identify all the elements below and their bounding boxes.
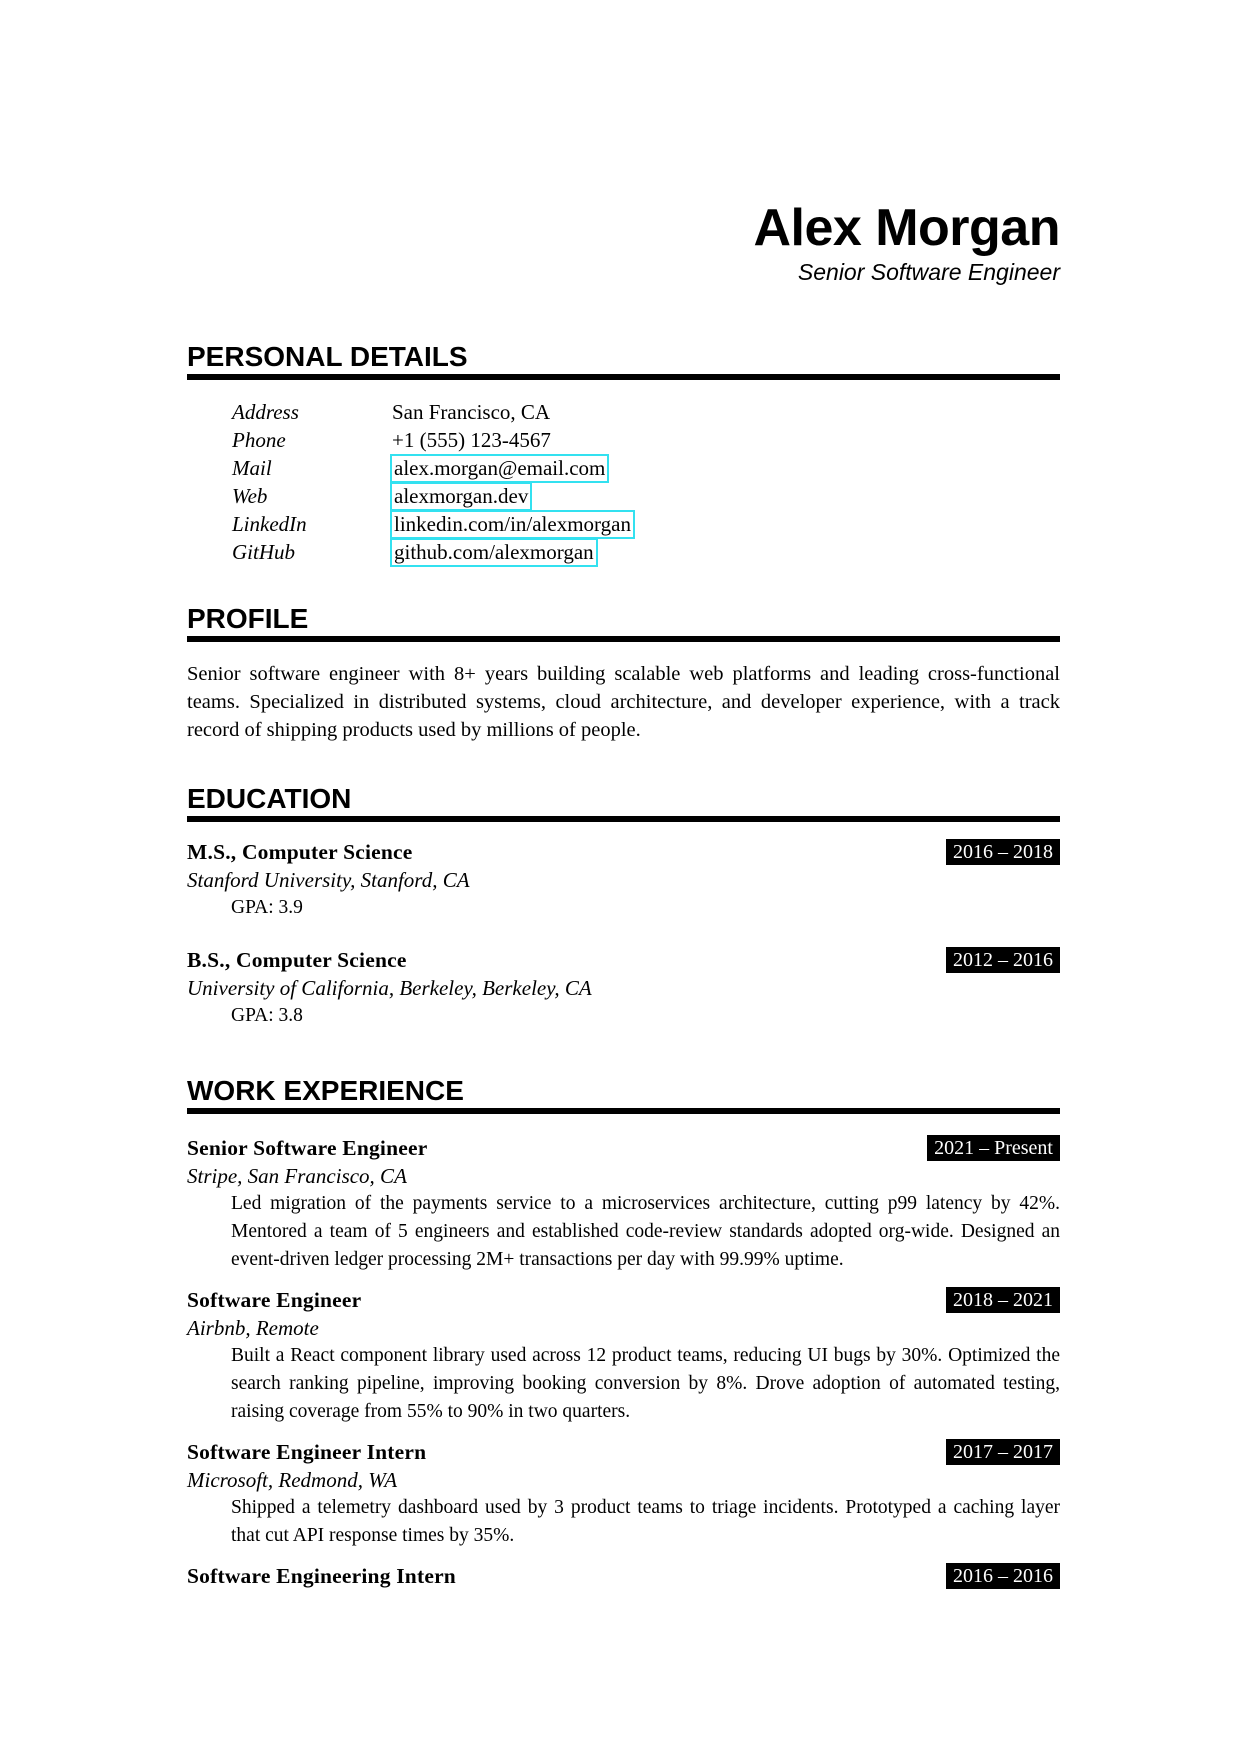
degree-title: B.S., Computer Science [187,947,407,972]
email-link[interactable]: alex.morgan@email.com [394,455,606,480]
detail-row-linkedin [232,510,1060,538]
section-divider [187,816,1060,822]
personal-details-section [187,342,1060,566]
section-divider [187,1108,1060,1114]
work-entry [187,1562,1060,1590]
entry-header [187,1438,1060,1466]
work-entry [187,1134,1060,1274]
detail-row-address [232,398,1060,426]
education-entry [187,946,1060,1030]
work-entry [187,1438,1060,1550]
entry-header [187,1562,1060,1590]
work-experience-section [187,1076,1060,1590]
detail-value: +1 (555) 123-4567 [392,427,551,452]
school-name: Stanford University, Stanford, CA [187,868,470,892]
website-link[interactable]: alexmorgan.dev [394,483,529,508]
detail-key: Address [232,399,299,424]
entry-header [187,838,1060,866]
entry-header [187,1134,1060,1162]
resume-header [753,200,1060,286]
gpa: GPA: 3.9 [231,897,303,918]
entry-header [187,1286,1060,1314]
date-badge: 2021 – Present [927,1135,1060,1161]
detail-row-github [232,538,1060,566]
section-heading: WORK EXPERIENCE [187,1075,464,1106]
school-name: University of California, Berkeley, Berkeley, CA [187,976,592,1000]
education-entry [187,838,1060,922]
date-badge: 2016 – 2018 [946,839,1060,865]
section-heading: PROFILE [187,603,309,634]
detail-key: LinkedIn [232,511,307,536]
github-link[interactable]: github.com/alexmorgan [394,539,594,564]
section-divider [187,636,1060,642]
date-badge: 2016 – 2016 [946,1563,1060,1589]
section-heading: EDUCATION [187,783,352,814]
job-role: Software Engineering Intern [187,1563,456,1588]
detail-row-web [232,482,1060,510]
job-description: Led migration of the payments service to a microservices architecture, cutting p99 latency by 42%. Mentored a team of 5 engineers and established code-review standards adopted org-wide. Designed an event-driven ledger processing 2M+ transactions per day with 99.99% uptime. [231,1193,1060,1270]
candidate-name: Alex Morgan [753,199,1060,257]
profile-summary: Senior software engineer with 8+ years building scalable web platforms and leading cross-functional teams. Specialized in distributed systems, cloud architecture, and developer experience, with a track record of shipping products used by millions of people. [187,663,1060,741]
detail-key: Phone [232,427,286,452]
company-name: Stripe, San Francisco, CA [187,1164,407,1188]
education-section [187,784,1060,1030]
company-name: Microsoft, Redmond, WA [187,1468,398,1492]
gpa: GPA: 3.8 [231,1005,303,1026]
details-table [232,398,1060,566]
date-badge: 2018 – 2021 [946,1287,1060,1313]
detail-key: GitHub [232,539,295,564]
work-entry [187,1286,1060,1426]
company-name: Airbnb, Remote [187,1316,319,1340]
detail-key: Web [232,483,268,508]
detail-key: Mail [232,455,272,480]
detail-value: San Francisco, CA [392,399,551,424]
profile-section [187,604,1060,744]
linkedin-link[interactable]: linkedin.com/in/alexmorgan [394,511,631,536]
job-role: Software Engineer Intern [187,1439,427,1464]
detail-row-mail [232,454,1060,482]
date-badge: 2012 – 2016 [946,947,1060,973]
job-role: Senior Software Engineer [187,1135,428,1160]
job-description: Shipped a telemetry dashboard used by 3 product teams to triage incidents. Prototyped a caching layer that cut API response times by 35%. [231,1497,1060,1546]
section-divider [187,374,1060,380]
job-description: Built a React component library used across 12 product teams, reducing UI bugs by 30%. Optimized the search ranking pipeline, improving booking conversion by 8%. Drove adoption of automated testing, raising coverage from 55% to 90% in two quarters. [231,1345,1060,1422]
detail-row-phone [232,426,1060,454]
entry-header [187,946,1060,974]
section-heading: PERSONAL DETAILS [187,341,468,372]
candidate-title: Senior Software Engineer [797,259,1060,285]
date-badge: 2017 – 2017 [946,1439,1060,1465]
job-role: Software Engineer [187,1287,362,1312]
degree-title: M.S., Computer Science [187,839,413,864]
